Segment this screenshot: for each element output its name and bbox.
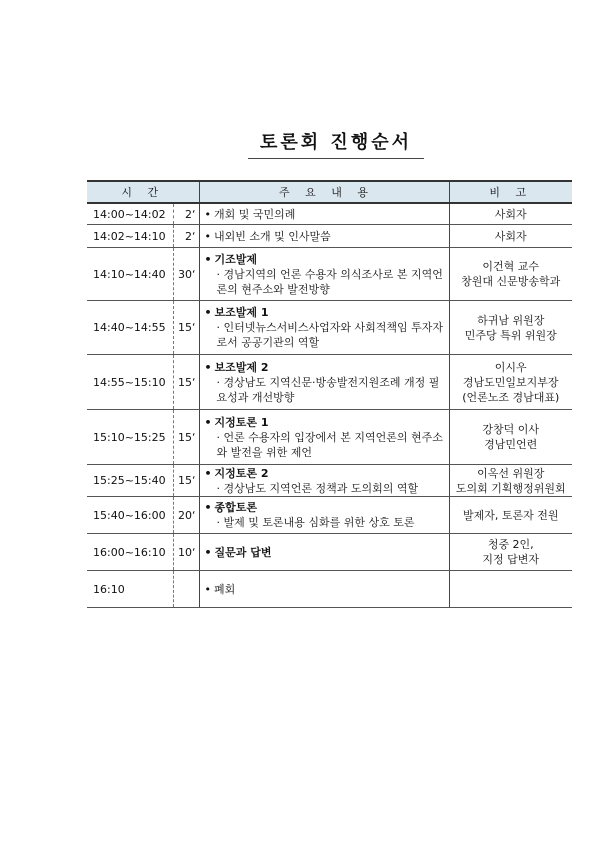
row-time: 14:00~14:02 [87,203,173,225]
row-sub-item: · 인터넷뉴스서비스사업자와 사회적책임 투자자로서 공공기관의 역할 [216,321,444,349]
bullet-icon: • [204,466,212,480]
row-note-line: 사회자 [494,207,527,221]
row-note-line: (언론노조 경남대표) [462,390,560,404]
row-duration: 2‘ [173,225,199,248]
row-note-line: 창원대 신문방송학과 [461,275,561,288]
row-note-line: 경남도민일보지부장 [462,375,559,389]
header-note: 비 고 [449,181,572,203]
row-note [449,465,572,497]
row-content [199,225,449,248]
bullet-icon: • [204,207,211,221]
row-sub-item: · 발제 및 토론내용 심화를 위한 상호 토론 [216,516,415,529]
page-title: 토론회 진행순서 [248,128,424,159]
row-heading-text: 개회 및 국민의례 [214,207,296,221]
bullet-icon: • [204,306,212,319]
row-content-heading [205,208,296,221]
row-note-line: 도의회 기획행정위원회 [455,481,566,495]
row-note [449,248,572,301]
row-content [199,534,449,571]
row-content-heading [205,230,331,243]
row-duration: 15‘ [173,465,199,497]
row-content-heading [205,583,236,596]
agenda-table [87,180,572,608]
row-heading-text: 보조발제 1 [214,306,269,319]
header-content: 주 요 내 용 [199,181,449,203]
row-heading-text: 지정토론 1 [214,415,269,429]
row-content-heading [205,467,269,480]
row-content [199,248,449,301]
row-duration: 15‘ [173,410,199,465]
row-time: 15:25~15:40 [87,465,173,497]
row-heading-text: 질문과 답변 [214,545,272,559]
row-content-heading [205,501,258,514]
row-time: 15:40~16:00 [87,497,173,534]
row-heading-text: 보조발제 2 [214,360,269,374]
bullet-icon: • [204,501,212,514]
row-time: 14:02~14:10 [87,225,173,248]
row-heading-text: 기조발제 [214,252,258,266]
table-row [87,301,572,355]
table-row [87,203,572,225]
row-content-heading [205,361,269,374]
row-note-line: 지정 답변자 [482,553,540,566]
row-content [199,571,449,608]
row-note [449,410,572,465]
row-note-line: 이건혁 교수 [482,260,540,273]
row-heading-text: 지정토론 2 [214,466,269,480]
bullet-icon: • [204,415,212,429]
row-duration [173,571,199,608]
row-heading-text: 폐회 [214,582,236,596]
row-content-heading [205,306,269,319]
row-note-line: 사회자 [494,229,527,243]
row-note [449,534,572,571]
row-heading-text: 종합토론 [214,501,258,514]
row-note [449,203,572,225]
row-sub-item: · 경상남도 지역신문·방송발전지원조례 개정 필요성과 개선방향 [216,375,440,404]
row-sub-item: · 경상남도 지역언론 정책과 도의회의 역할 [216,481,419,495]
row-content [199,497,449,534]
row-content [199,355,449,410]
row-note-line: 경남민언련 [484,438,538,451]
row-sub-item: · 언론 수용자의 입장에서 본 지역언론의 현주소와 발전을 위한 제언 [216,430,443,459]
row-note [449,301,572,355]
table-row [87,534,572,571]
bullet-icon: • [204,229,211,243]
table-row [87,410,572,465]
table-row [87,225,572,248]
row-duration: 20‘ [173,497,199,534]
row-duration: 30‘ [173,248,199,301]
row-note [449,571,572,608]
header-time: 시 간 [87,181,199,203]
row-content-heading [205,416,269,429]
bullet-icon: • [204,545,212,559]
row-note [449,497,572,534]
row-duration: 10‘ [173,534,199,571]
row-note-line: 발제자, 토론자 전원 [463,508,559,522]
row-duration: 2‘ [173,203,199,225]
table-row [87,571,572,608]
row-duration: 15‘ [173,301,199,355]
bullet-icon: • [204,252,212,266]
row-note-line: 하귀남 위원장 [477,313,545,327]
table-header-row [87,181,572,203]
row-content [199,410,449,465]
row-note [449,355,572,410]
row-note-line: 이시우 [494,360,527,374]
table-row [87,465,572,497]
row-time: 14:55~15:10 [87,355,173,410]
row-time: 14:10~14:40 [87,248,173,301]
row-time: 16:10 [87,571,173,608]
table-row [87,497,572,534]
row-content-heading [205,546,272,559]
row-time: 15:10~15:25 [87,410,173,465]
row-note-line: 이옥선 위원장 [477,466,545,480]
row-note-line: 민주당 특위 위원장 [464,328,557,342]
row-heading-text: 내외빈 소개 및 인사말씀 [214,229,331,243]
row-content-heading [205,253,258,266]
row-time: 14:40~14:55 [87,301,173,355]
table-row [87,248,572,301]
bullet-icon: • [204,360,212,374]
row-note-line: 강창덕 이사 [482,423,540,436]
bullet-icon: • [204,582,211,596]
row-duration: 15‘ [173,355,199,410]
row-note-line: 청중 2인, [487,538,534,551]
row-content [199,301,449,355]
row-time: 16:00~16:10 [87,534,173,571]
row-sub-item: · 경남지역의 언론 수용자 의식조사로 본 지역언론의 현주소와 발전방향 [216,267,443,296]
row-content [199,203,449,225]
table-row [87,355,572,410]
row-note [449,225,572,248]
row-content [199,465,449,497]
